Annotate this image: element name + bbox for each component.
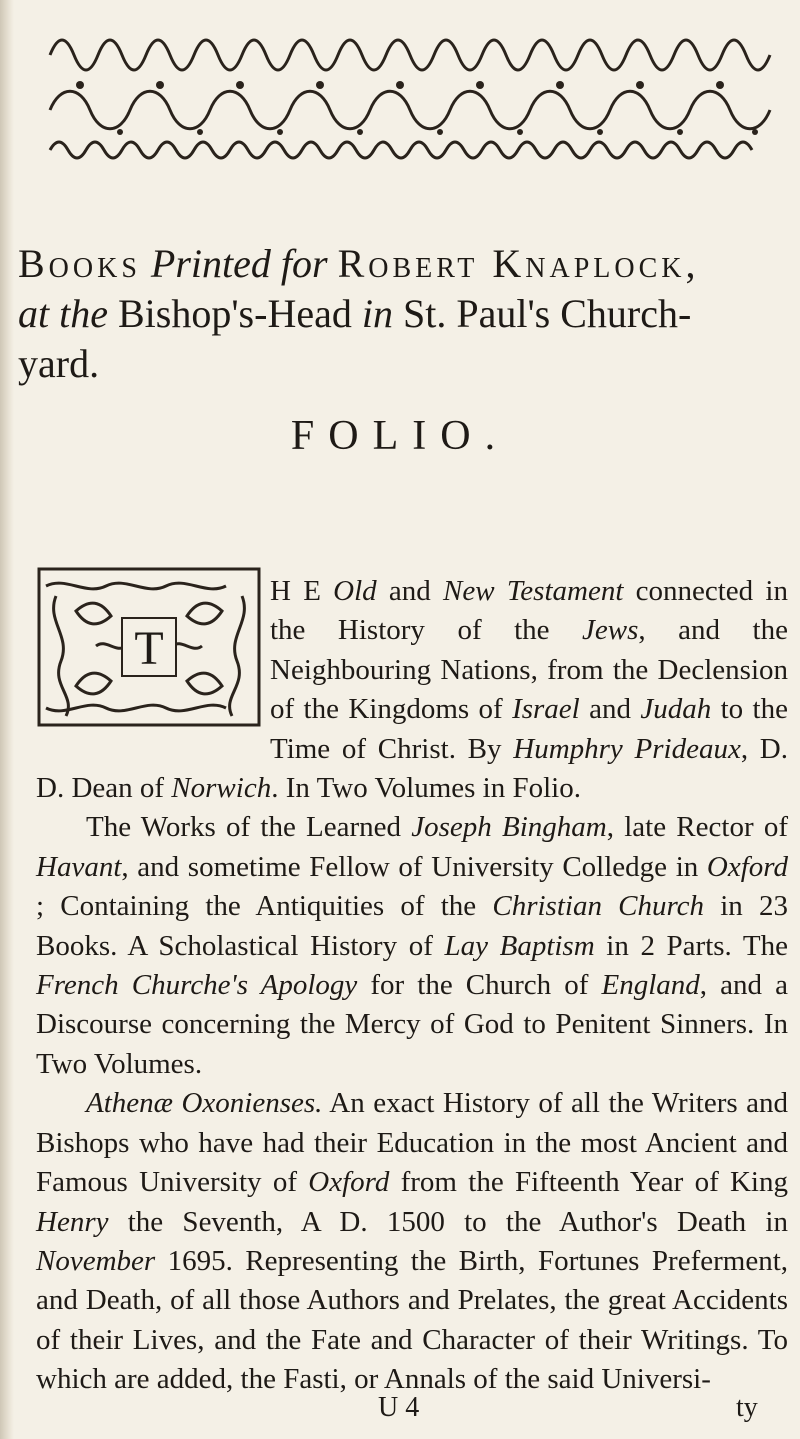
imprint-location: St. Paul's Church- — [392, 291, 692, 336]
catchword: ty — [736, 1392, 758, 1423]
imprint-line-3: yard. — [18, 341, 100, 386]
imprint-bookseller-name: Robert Knaplock, — [337, 241, 700, 286]
entry-athenae-oxonienses: Athenæ Oxonienses. An exact History of all the Writers and Bishops who have had their Education in the most Ancient and Famous University of Oxford from the Fifteenth Year of King Henry the Seventh, A D. 1500 to the Author's Death in November 1695. Representing the Birth, Fortunes Preferment, and Death, of all those Authors and Prelates, the great Accidents of their Lives, and the Fate and Character of their Writings. To which are added, the Fasti, or Annals of the said Universi- — [36, 1087, 788, 1396]
dropcap-letter: T — [134, 622, 164, 675]
dropcap-space — [36, 572, 270, 766]
imprint-line-1 — [18, 238, 788, 290]
ornament-bottom-row — [50, 142, 752, 158]
entry-old-new-testament: H E Old and New Testament connected in the History of the Jews, and the Neighbouring Nations, from the Declension of the Kingdoms of Israel and Judah to the Time of Christ. By Humphry Prideaux, D. D. Dean of Norwich. In Two Volumes in Folio. — [36, 575, 788, 805]
printers-ornament-band — [40, 10, 775, 180]
book-binding-edge — [0, 0, 14, 1439]
entry-bingham-works: The Works of the Learned Joseph Bingham, late Rector of Havant, and sometime Fellow of University Colledge in Oxford ; Containing the Antiquities of the Christian Church in 23 Books. A Scholastical History of Lay Baptism in 2 Parts. The French Churche's Apology for the Church of England, and a Discourse concerning the Mercy of God to Penitent Sinners. In Two Volumes. — [36, 811, 788, 1080]
ornament-middle-row — [50, 91, 770, 129]
imprint-shop-sign: Bishop's-Head — [107, 291, 362, 336]
section-title-folio: FOLIO. — [290, 413, 510, 459]
imprint-books: Books — [18, 241, 141, 286]
signature-mark: U 4 — [378, 1392, 420, 1423]
imprint-line-2: at the Bishop's-Head in St. Paul's Church- — [18, 291, 692, 336]
ornament-top-row — [50, 40, 770, 70]
imprint-printed-for: Printed for — [150, 241, 328, 286]
catalogue-body — [36, 572, 788, 1400]
